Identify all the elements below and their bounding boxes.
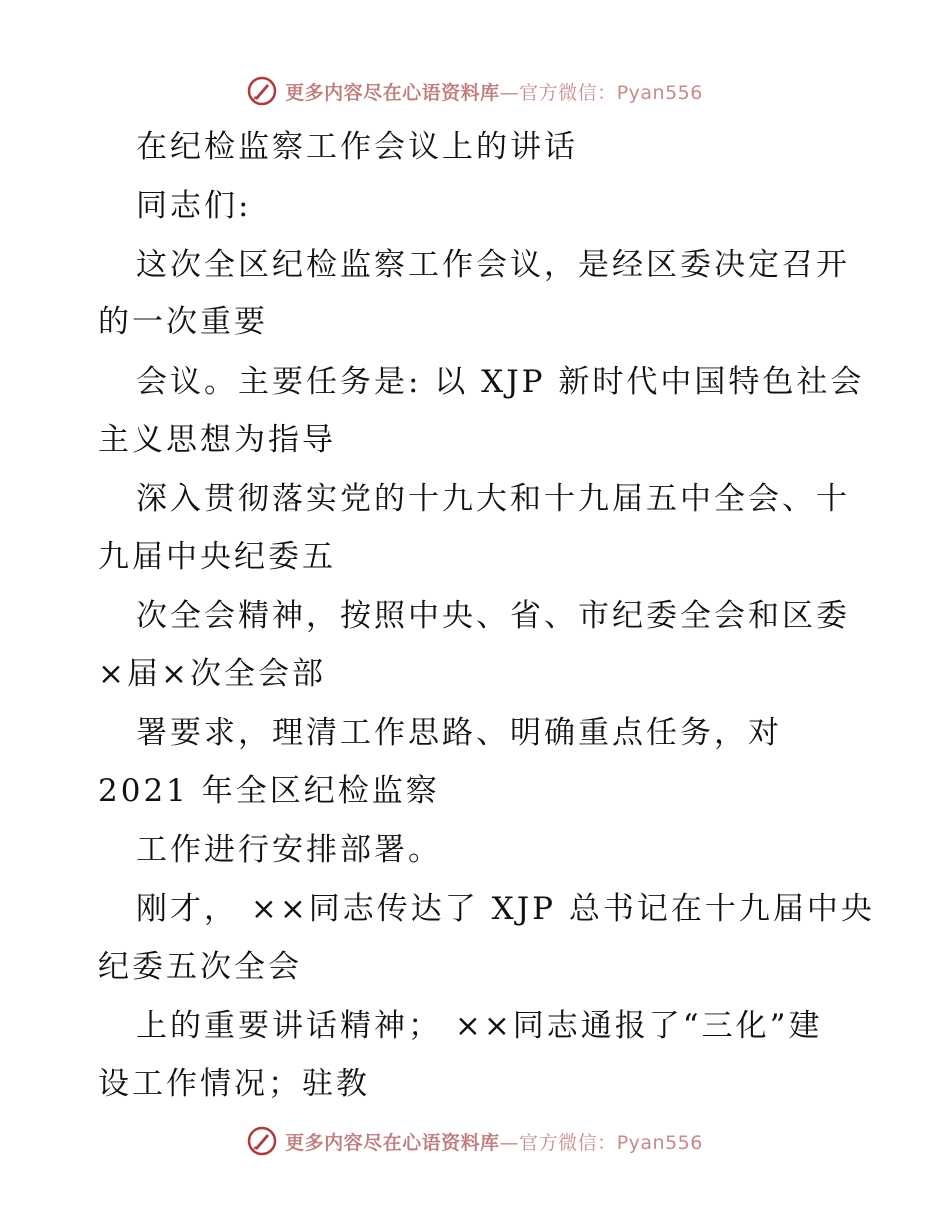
watermark-wechat-id: Pyan556 (616, 1131, 703, 1154)
paragraph-line: 九届中央纪委五 (98, 539, 336, 575)
paragraph-line: 工作进行安排部署。 (136, 832, 442, 868)
paragraph-line: 刚才， ××同志传达了 XJP 总书记在十九届中央 (136, 891, 875, 927)
paragraph-line: 上的重要讲话精神； ××同志通报了“三化”建 (136, 1008, 823, 1044)
paragraph-line: 次全会精神，按照中央、省、市纪委全会和区委 (136, 598, 850, 634)
watermark-site: 更多内容尽在心语资料库 (285, 1131, 500, 1154)
watermark-dash: — (499, 81, 520, 104)
paragraph-line: ×届×次全会部 (98, 656, 326, 692)
paragraph-line: 的一次重要 (98, 304, 268, 340)
watermark-dash: — (499, 1131, 520, 1154)
footer-watermark (0, 1121, 950, 1161)
paragraph-line: 2021 年全区纪检监察 (98, 773, 440, 809)
paragraph-line: 会议。主要任务是: 以 XJP 新时代中国特色社会 (136, 364, 865, 400)
watermark-wechat-label: 官方微信： (519, 1131, 617, 1154)
watermark-site: 更多内容尽在心语资料库 (285, 81, 500, 104)
paragraph-line: 主义思想为指导 (98, 422, 336, 458)
paragraph-line: 这次全区纪检监察工作会议，是经区委决定召开 (136, 247, 850, 283)
paragraph-line: 署要求，理清工作思路、明确重点任务，对 (136, 715, 782, 751)
speech-title: 在纪检监察工作会议上的讲话 (136, 129, 578, 165)
watermark-wechat-id: Pyan556 (616, 81, 703, 104)
watermark-wechat-label: 官方微信： (519, 81, 617, 104)
paragraph-line: 设工作情况；驻教 (98, 1066, 370, 1102)
salutation: 同志们: (136, 188, 252, 224)
paragraph-line: 深入贯彻落实党的十九大和十九届五中全会、十 (136, 481, 850, 517)
feather-pen-logo-icon (247, 1126, 277, 1156)
paragraph-line: 纪委五次全会 (98, 949, 302, 985)
